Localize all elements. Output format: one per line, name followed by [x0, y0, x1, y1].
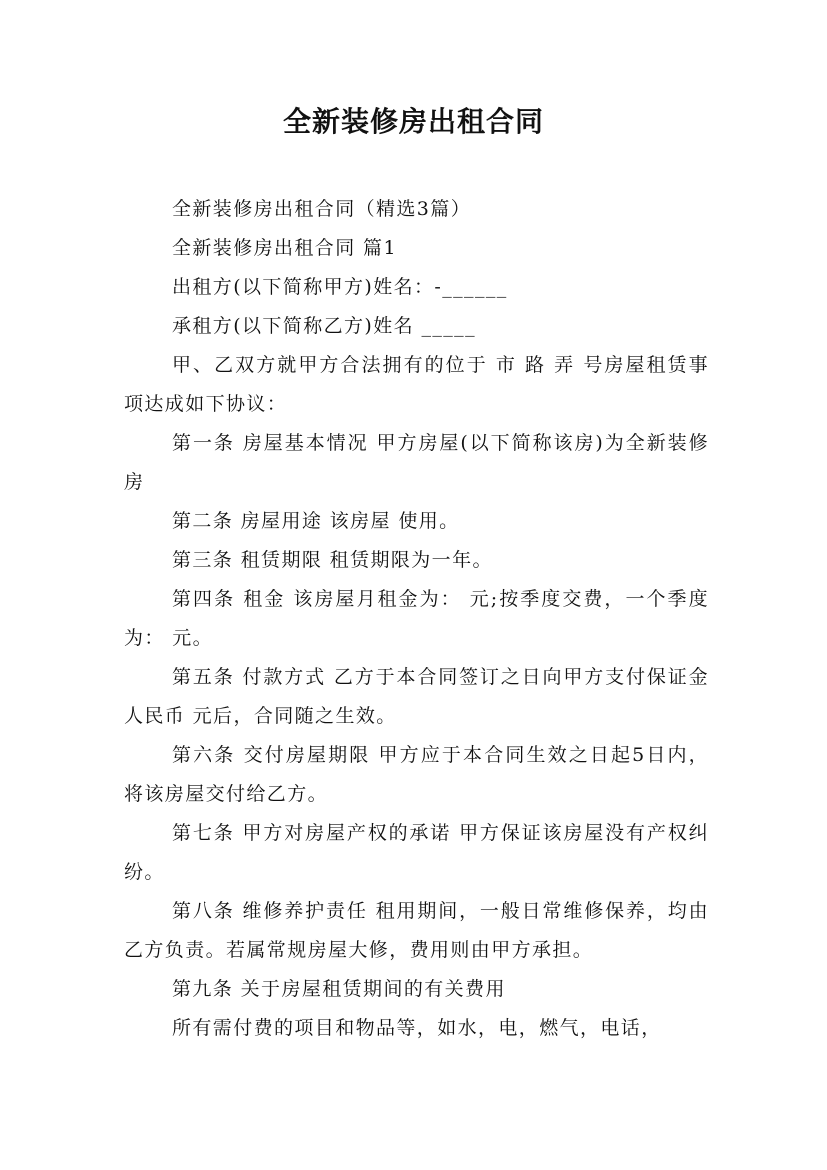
paragraph-article-3: 第三条 租赁期限 租赁期限为一年。: [172, 549, 493, 571]
paragraph-lessor-name: 出租方(以下简称甲方)姓名：-______: [172, 276, 508, 298]
paragraph-article-1: 第一条 房屋基本情况 甲方房屋(以下简称该房)为全新装修房: [124, 432, 709, 493]
document-title: 全新装修房出租合同: [282, 105, 544, 138]
paragraph-lessee-name: 承租方(以下简称乙方)姓名 _____: [172, 315, 476, 337]
paragraph-article-2: 第二条 房屋用途 该房屋 使用。: [172, 510, 460, 532]
paragraph-section-heading: 全新装修房出租合同 篇1: [172, 237, 397, 259]
paragraph-article-8: 第八条 维修养护责任 租用期间，一般日常维修保养，均由乙方负责。若属常规房屋大修，费用则由甲方承担。: [124, 900, 709, 961]
paragraph-article-6: 第六条 交付房屋期限 甲方应于本合同生效之日起5日内，将该房屋交付给乙方。: [124, 744, 709, 805]
paragraph-intro: 全新装修房出租合同（精选3篇）: [172, 198, 472, 220]
paragraph-agreement-preamble: 甲、乙双方就甲方合法拥有的位于 市 路 弄 号房屋租赁事项达成如下协议：: [124, 354, 709, 415]
paragraph-article-7: 第七条 甲方对房屋产权的承诺 甲方保证该房屋没有产权纠纷。: [124, 822, 709, 883]
paragraph-article-5: 第五条 付款方式 乙方于本合同签订之日向甲方支付保证金人民币 元后，合同随之生效。: [124, 666, 709, 727]
paragraph-article-4: 第四条 租金 该房屋月租金为： 元;按季度交费，一个季度为： 元。: [124, 588, 709, 649]
document-body: [124, 190, 709, 1048]
paragraph-article-9: 第九条 关于房屋租赁期间的有关费用: [172, 978, 506, 1000]
paragraph-fees: 所有需付费的项目和物品等，如水，电，燃气，电话，: [172, 1017, 662, 1039]
